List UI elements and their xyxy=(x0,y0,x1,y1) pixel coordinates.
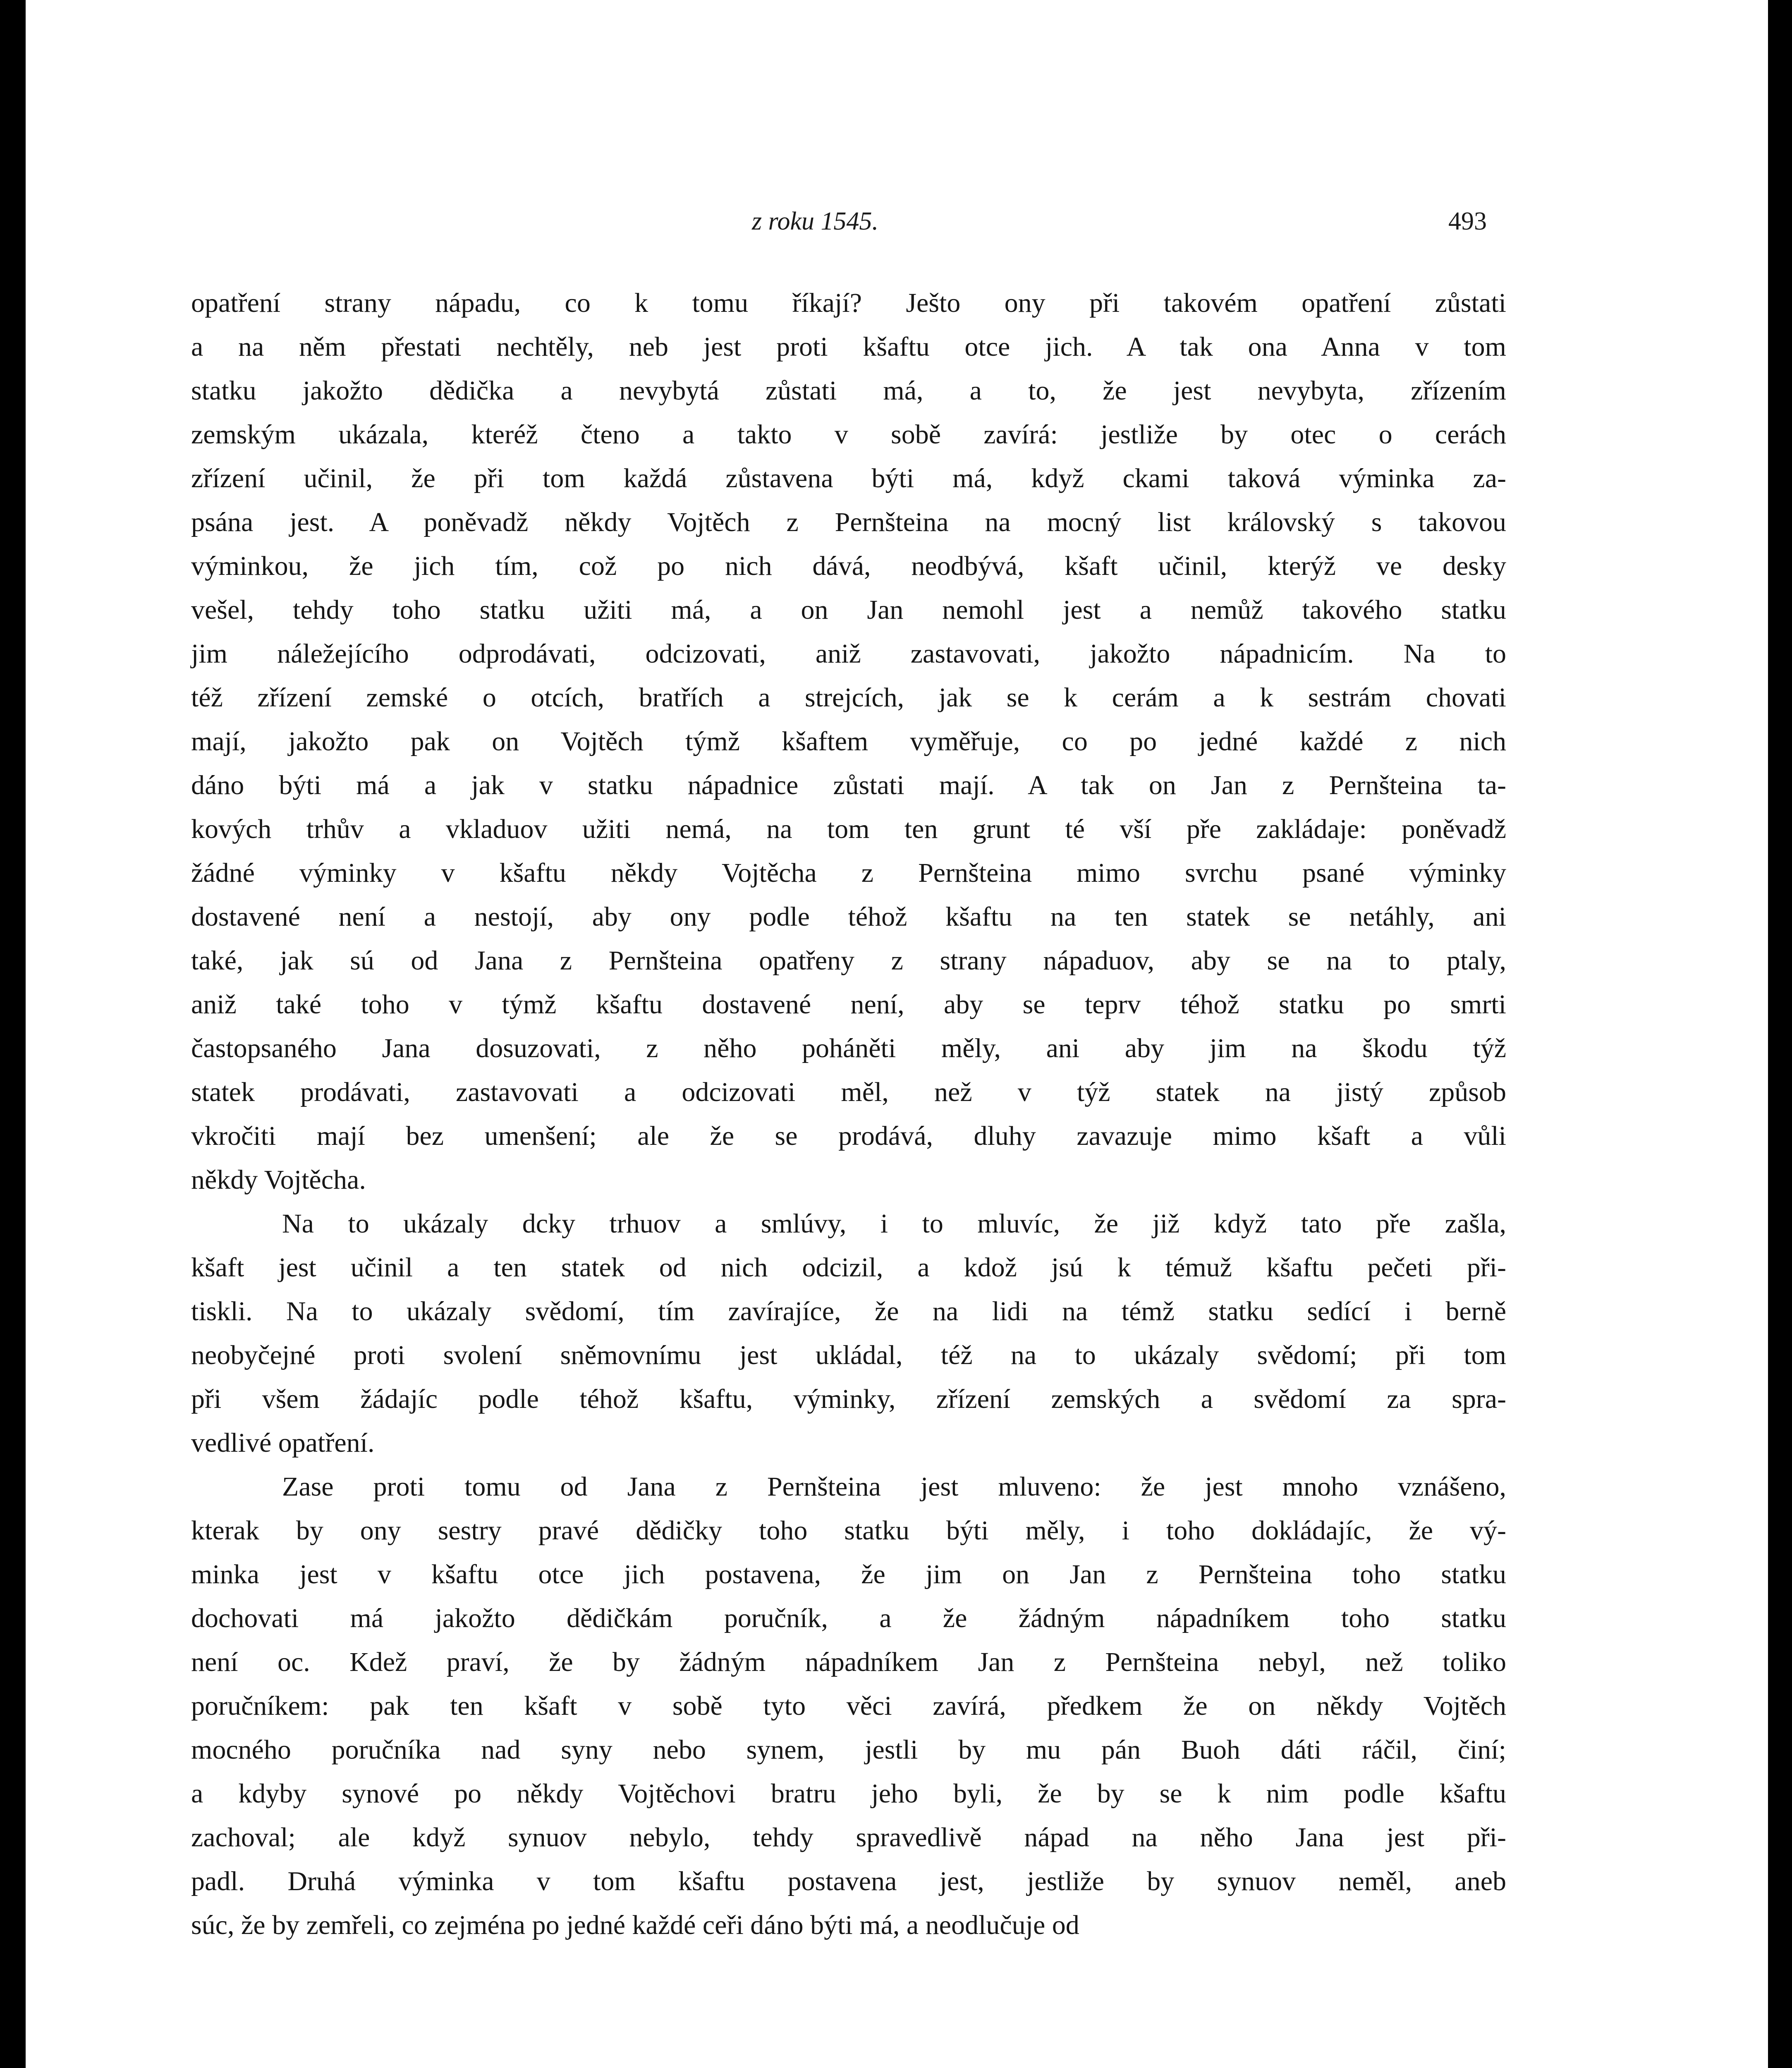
text-line: výminkou, že jich tím, což po nich dává, neodbývá, kšaft učinil, kterýž ve desky xyxy=(191,551,1506,581)
text-line: zemským ukázala, kteréž čteno a takto v sobě zavírá: jestliže by otec o cerách xyxy=(191,419,1506,450)
page-header xyxy=(26,207,1768,240)
text-line: a na něm přestati nechtěly, neb jest proti kšaftu otce jich. A tak ona Anna v tom xyxy=(191,332,1506,362)
text-line: a kdyby synové po někdy Vojtěchovi bratru jeho byli, že by se k nim podle kšaftu xyxy=(191,1778,1506,1809)
text-line: mocného poručníka nad syny nebo synem, jestli by mu pán Buoh dáti ráčil, činí; xyxy=(191,1735,1506,1765)
paragraph xyxy=(191,1465,1506,1947)
text-line: kterak by ony sestry pravé dědičky toho statku býti měly, i toho dokládajíc, že vý- xyxy=(191,1515,1506,1546)
text-line: dochovati má jakožto dědičkám poručník, a že žádným nápadníkem toho statku xyxy=(191,1603,1506,1633)
text-line: aniž také toho v týmž kšaftu dostavené není, aby se teprv téhož statku po smrti xyxy=(191,989,1506,1020)
text-line: není oc. Kdež praví, že by žádným nápadníkem Jan z Pernšteina nebyl, než toliko xyxy=(191,1647,1506,1677)
text-line: padl. Druhá výminka v tom kšaftu postavena jest, jestliže by synuov neměl, aneb xyxy=(191,1866,1506,1896)
text-line: statek prodávati, zastavovati a odcizovati měl, než v týž statek na jistý způsob xyxy=(191,1077,1506,1107)
text-line: zachoval; ale když synuov nebylo, tehdy spravedlivě nápad na něho Jana jest při- xyxy=(191,1822,1506,1853)
text-line: dáno býti má a jak v statku nápadnice zůstati mají. A tak on Jan z Pernšteina ta- xyxy=(191,770,1506,800)
text-line: neobyčejné proti svolení sněmovnímu jest ukládal, též na to ukázaly svědomí; při tom xyxy=(191,1340,1506,1370)
text-line: žádné výminky v kšaftu někdy Vojtěcha z Pernšteina mimo svrchu psané výminky xyxy=(191,858,1506,888)
paragraph xyxy=(191,1202,1506,1465)
text-line: jim náležejícího odprodávati, odcizovati, aniž zastavovati, jakožto nápadnicím. Na to xyxy=(191,639,1506,669)
text-line: opatření strany nápadu, co k tomu říkají? Ješto ony při takovém opatření zůstati xyxy=(191,288,1506,318)
text-line: statku jakožto dědička a nevybytá zůstati má, a to, že jest nevybyta, zřízením xyxy=(191,376,1506,406)
text-line: někdy Vojtěcha. xyxy=(191,1165,366,1195)
page-number: 493 xyxy=(1448,207,1487,235)
paragraph xyxy=(191,281,1506,1202)
text-line: psána jest. A poněvadž někdy Vojtěch z Pernšteina na mocný list královský s takovou xyxy=(191,507,1506,537)
text-line: Zase proti tomu od Jana z Pernšteina jest mluveno: že jest mnoho vznášeno, xyxy=(282,1472,1506,1502)
text-line: zřízení učinil, že při tom každá zůstavena býti má, když ckami taková výminka za- xyxy=(191,463,1506,493)
text-line: vkročiti mají bez umenšení; ale že se prodává, dluhy zavazuje mimo kšaft a vůli xyxy=(191,1121,1506,1151)
text-line: též zřízení zemské o otcích, bratřích a strejcích, jak se k cerám a k sestrám chovati xyxy=(191,682,1506,713)
book-page xyxy=(26,0,1768,2068)
text-line: častopsaného Jana dosuzovati, z něho poháněti měly, ani aby jim na škodu týž xyxy=(191,1033,1506,1063)
text-line: vešel, tehdy toho statku užiti má, a on Jan nemohl jest a nemůž takového statku xyxy=(191,595,1506,625)
text-line: také, jak sú od Jana z Pernšteina opatřeny z strany nápaduov, aby se na to ptaly, xyxy=(191,945,1506,976)
text-line: kšaft jest učinil a ten statek od nich odcizil, a kdož jsú k témuž kšaftu pečeti při- xyxy=(191,1252,1506,1283)
text-line: poručníkem: pak ten kšaft v sobě tyto věci zavírá, předkem že on někdy Vojtěch xyxy=(191,1691,1506,1721)
text-line: súc, že by zemřeli, co zejména po jedné každé ceři dáno býti má, a neodlučuje od xyxy=(191,1910,1079,1940)
text-line: při všem žádajíc podle téhož kšaftu, výminky, zřízení zemských a svědomí za spra- xyxy=(191,1384,1506,1414)
text-line: tiskli. Na to ukázaly svědomí, tím zavírajíce, že na lidi na témž statku sedící i berně xyxy=(191,1296,1506,1326)
text-line: minka jest v kšaftu otce jich postavena, že jim on Jan z Pernšteina toho statku xyxy=(191,1559,1506,1589)
text-line: kových trhův a vkladuov užiti nemá, na tom ten grunt té vší pře zakládaje: poněvadž xyxy=(191,814,1506,844)
running-title: z roku 1545. xyxy=(752,207,878,235)
text-line: dostavené není a nestojí, aby ony podle téhož kšaftu na ten statek se netáhly, ani xyxy=(191,902,1506,932)
text-line: vedlivé opatření. xyxy=(191,1428,375,1458)
text-line: mají, jakožto pak on Vojtěch týmž kšaftem vyměřuje, co po jedné každé z nich xyxy=(191,726,1506,756)
text-line: Na to ukázaly dcky trhuov a smlúvy, i to mluvíc, že již když tato pře zašla, xyxy=(282,1209,1506,1239)
body-text xyxy=(191,281,1506,1947)
